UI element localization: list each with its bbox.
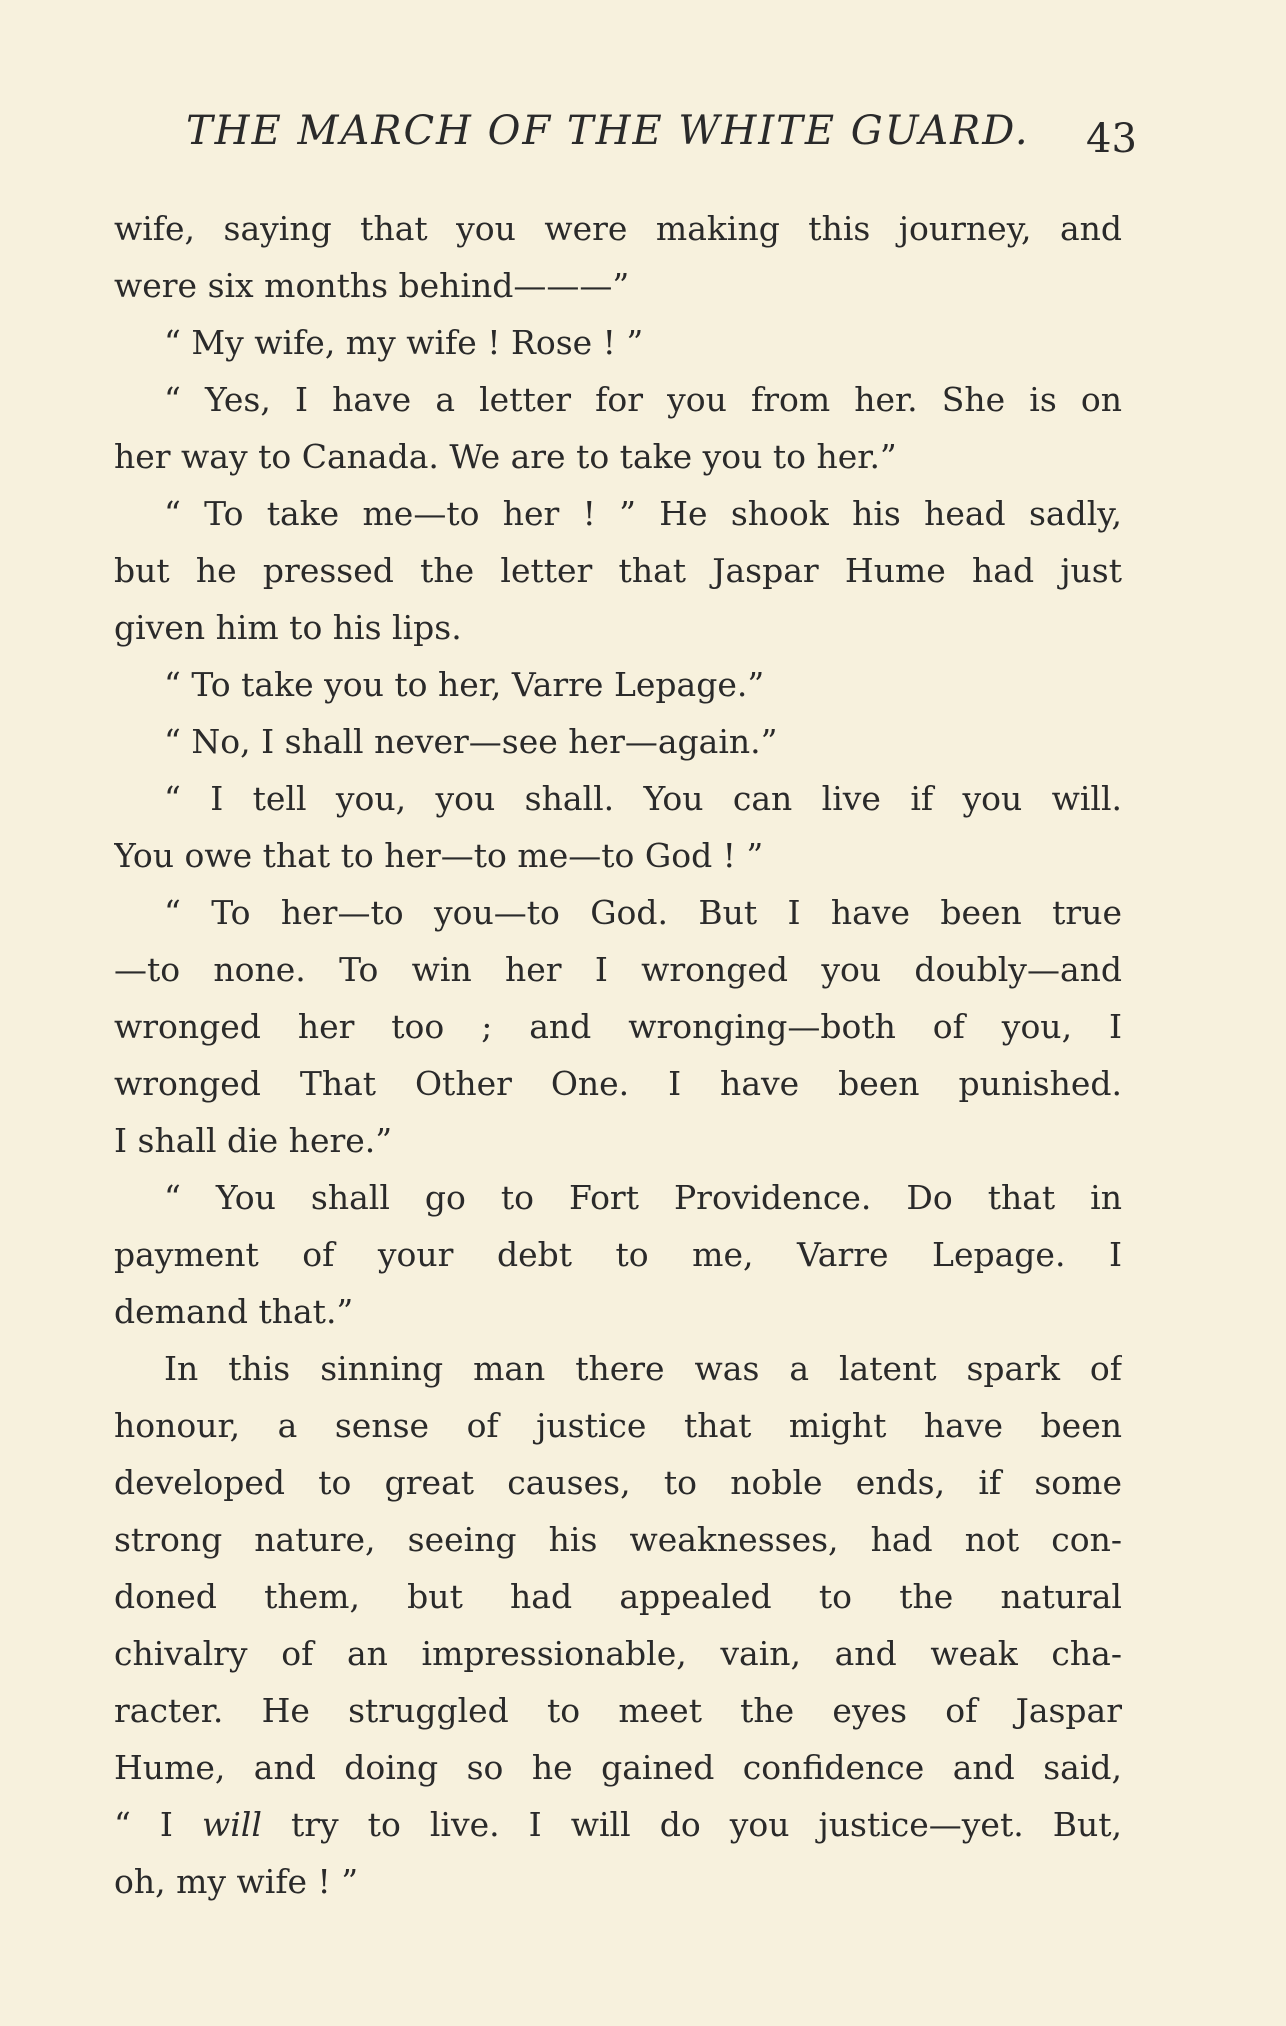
page-number: 43: [1086, 116, 1137, 162]
text-line: In this sinning man there was a latent spark of: [164, 1349, 1122, 1388]
page-header: [0, 108, 1286, 168]
text-line: “ No, I shall never—see her—again.”: [164, 722, 778, 761]
text-line-with-emphasis: [114, 1796, 1122, 1853]
text-line: wronged That Other One. I have been punished.: [114, 1064, 1122, 1103]
text-line: You owe that to her—to me—to God ! ”: [114, 836, 764, 875]
body-text: [114, 200, 1122, 1910]
text-line: racter. He struggled to meet the eyes of Jaspar: [114, 1691, 1122, 1730]
text-line: Hume, and doing so he gained confidence and said,: [114, 1748, 1122, 1787]
text-line: developed to great causes, to noble ends, if some: [114, 1463, 1122, 1502]
text-line: honour, a sense of justice that might have been: [114, 1406, 1122, 1445]
text-line: but he pressed the letter that Jaspar Hume had just: [114, 551, 1122, 590]
text-segment: try to live. I will do you justice—yet. But,: [261, 1805, 1122, 1844]
text-line: “ I tell you, you shall. You can live if you will.: [164, 779, 1122, 818]
text-line: were six months behind———”: [114, 266, 630, 305]
text-line: demand that.”: [114, 1292, 354, 1331]
text-line: —to none. To win her I wronged you doubly—and: [114, 950, 1122, 989]
text-line: doned them, but had appealed to the natural: [114, 1577, 1122, 1616]
text-line: “ You shall go to Fort Providence. Do that in: [164, 1178, 1122, 1217]
text-line: “ Yes, I have a letter for you from her. She is on: [164, 380, 1122, 419]
text-line: strong nature, seeing his weaknesses, had not con-: [114, 1520, 1122, 1559]
text-line: wronged her too ; and wronging—both of you, I: [114, 1007, 1122, 1046]
text-line: I shall die here.”: [114, 1121, 393, 1160]
text-line: given him to his lips.: [114, 608, 462, 647]
text-line: wife, saying that you were making this journey, and: [114, 209, 1122, 248]
text-line: “ To take you to her, Varre Lepage.”: [164, 665, 765, 704]
text-line: “ To her—to you—to God. But I have been true: [164, 893, 1122, 932]
text-line: “ To take me—to her ! ” He shook his head sadly,: [164, 494, 1122, 533]
text-segment: “ I: [114, 1805, 202, 1844]
text-line: her way to Canada. We are to take you to her.”: [114, 437, 897, 476]
emphasis-word: will: [202, 1805, 262, 1844]
running-title: THE MARCH OF THE WHITE GUARD.: [186, 108, 1030, 154]
text-line: oh, my wife ! ”: [114, 1862, 359, 1901]
text-line: chivalry of an impressionable, vain, and weak cha-: [114, 1634, 1122, 1673]
text-line: payment of your debt to me, Varre Lepage. I: [114, 1235, 1122, 1274]
text-line: “ My wife, my wife ! Rose ! ”: [164, 323, 644, 362]
